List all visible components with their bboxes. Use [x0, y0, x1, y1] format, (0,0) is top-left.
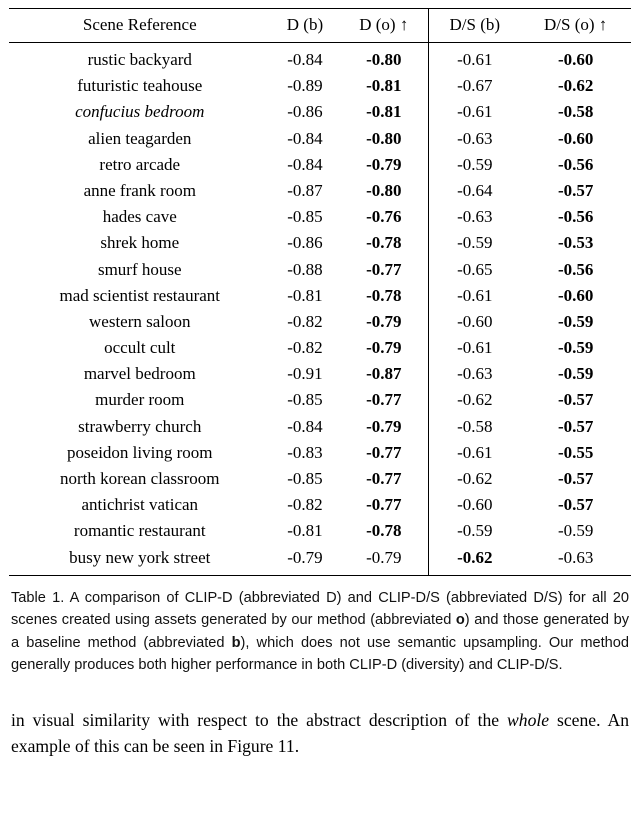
metric-value: -0.84: [287, 128, 323, 148]
metric-value: -0.61: [429, 283, 521, 309]
metric-value: -0.81: [366, 76, 402, 96]
scene-name: mad scientist restaurant: [59, 285, 221, 305]
table-row: [9, 518, 631, 544]
metric-value: -0.82: [287, 495, 323, 515]
metric-value: -0.78: [366, 521, 402, 541]
metric-value: -0.80: [366, 50, 402, 69]
metric-value: -0.57: [557, 495, 594, 515]
metric-value: -0.64: [429, 178, 521, 204]
metric-value: -0.84: [287, 154, 323, 174]
metric-value: -0.79: [366, 311, 402, 331]
table-row: [9, 99, 631, 125]
table-row: [9, 230, 631, 256]
metric-value: -0.59: [557, 311, 594, 331]
metric-value: -0.62: [557, 76, 594, 96]
metric-value: -0.61: [429, 440, 521, 466]
metric-value: -0.77: [366, 495, 402, 515]
metric-value: -0.61: [429, 99, 521, 125]
scene-name: western saloon: [89, 311, 191, 331]
metric-value: -0.57: [557, 469, 594, 488]
metric-value: -0.63: [557, 547, 594, 567]
metric-value: -0.65: [429, 256, 521, 282]
metric-value: -0.57: [557, 180, 594, 200]
metric-value: -0.81: [366, 102, 402, 122]
metric-value: -0.84: [287, 50, 323, 69]
metric-value: -0.76: [366, 207, 402, 227]
metric-value: -0.77: [366, 259, 402, 279]
scene-name: strawberry church: [78, 416, 202, 436]
table-row: [9, 544, 631, 575]
text-segment: o: [455, 612, 465, 629]
column-header: D (b): [286, 15, 324, 34]
metric-value: -0.63: [429, 204, 521, 230]
text-segment: whole: [507, 710, 550, 730]
table-row: [9, 73, 631, 99]
metric-value: -0.67: [429, 73, 521, 99]
table-row: [9, 361, 631, 387]
table-row: [9, 414, 631, 440]
table-row: [9, 492, 631, 518]
metric-value: -0.56: [557, 259, 594, 279]
metric-value: -0.61: [429, 335, 521, 361]
metric-value: -0.88: [287, 259, 323, 279]
metric-value: -0.63: [429, 361, 521, 387]
metric-value: -0.56: [557, 207, 594, 227]
metric-value: -0.79: [287, 547, 323, 567]
metric-value: -0.77: [366, 390, 402, 410]
metric-value: -0.63: [429, 125, 521, 151]
scene-name: anne frank room: [83, 180, 196, 200]
results-table: [9, 8, 631, 576]
body-paragraph: [11, 707, 629, 760]
metric-value: -0.91: [287, 364, 323, 384]
metric-value: -0.78: [366, 233, 402, 253]
metric-value: -0.59: [557, 338, 594, 358]
scene-name: north korean classroom: [59, 469, 220, 488]
metric-value: -0.60: [557, 50, 594, 69]
metric-value: -0.60: [557, 285, 594, 305]
metric-value: -0.83: [287, 442, 323, 462]
metric-value: -0.81: [287, 285, 323, 305]
metric-value: -0.82: [287, 338, 323, 358]
scene-name: retro arcade: [99, 154, 181, 174]
text-segment: ) and those generated by a baseline method (abbreviated: [11, 612, 629, 651]
scene-name: marvel bedroom: [83, 364, 196, 384]
scene-name: hades cave: [102, 207, 177, 227]
metric-value: -0.86: [287, 233, 323, 253]
column-header: D (o) ↑: [359, 15, 409, 34]
column-header: D/S (b): [429, 9, 521, 43]
text-segment: Table 1. A comparison of CLIP-D (abbreviated D) and CLIP-D/S (abbreviated D/S) for all 20 scenes created using assets generated by our method (abbreviated: [11, 589, 629, 629]
table-row: [9, 309, 631, 335]
metric-value: -0.87: [287, 180, 323, 200]
table-row: [9, 466, 631, 492]
table-caption: [11, 587, 629, 677]
metric-value: -0.60: [557, 128, 594, 148]
metric-value: -0.77: [366, 442, 402, 462]
metric-value: -0.85: [287, 469, 323, 488]
metric-value: -0.77: [366, 469, 402, 488]
metric-value: -0.59: [557, 364, 594, 384]
metric-value: -0.82: [287, 311, 323, 331]
scene-name: busy new york street: [69, 547, 211, 567]
scene-name: murder room: [95, 390, 185, 410]
metric-value: -0.81: [287, 521, 323, 541]
scene-name: occult cult: [104, 338, 176, 358]
scene-name: romantic restaurant: [73, 521, 206, 541]
table-header: [9, 9, 631, 43]
scene-name: antichrist vatican: [81, 495, 199, 515]
metric-value: -0.79: [366, 154, 402, 174]
scene-name: smurf house: [97, 259, 182, 279]
metric-value: -0.57: [557, 416, 594, 436]
scene-name: poseidon living room: [67, 442, 213, 462]
metric-value: -0.60: [429, 309, 521, 335]
metric-value: -0.59: [429, 518, 521, 544]
table-row: [9, 256, 631, 282]
metric-value: -0.85: [287, 207, 323, 227]
table-row: [9, 335, 631, 361]
table-row: [9, 204, 631, 230]
metric-value: -0.59: [557, 521, 594, 541]
metric-value: -0.61: [429, 43, 521, 74]
scene-name: alien teagarden: [88, 128, 192, 148]
text-segment: b: [231, 634, 241, 651]
metric-value: -0.57: [557, 390, 594, 410]
table-row: [9, 43, 631, 74]
metric-value: -0.59: [429, 152, 521, 178]
metric-value: -0.78: [366, 285, 402, 305]
table-row: [9, 178, 631, 204]
scene-name: futuristic teahouse: [77, 76, 203, 96]
metric-value: -0.79: [366, 338, 402, 358]
text-segment: scene. An example of this can be seen in Figure 11.: [11, 710, 629, 757]
metric-value: -0.79: [366, 547, 402, 567]
metric-value: -0.62: [429, 387, 521, 413]
table-row: [9, 283, 631, 309]
scene-name: shrek home: [100, 233, 180, 253]
table-body: [9, 43, 631, 576]
metric-value: -0.58: [557, 102, 594, 122]
metric-value: -0.84: [287, 416, 323, 436]
table-head-row: [9, 9, 631, 43]
metric-value: -0.53: [557, 233, 594, 253]
text-segment: ), which does not use semantic upsampling. Our method generally produces both higher performance in both CLIP-D (diversity) and CLIP-D/S.: [11, 634, 629, 674]
metric-value: -0.56: [557, 154, 594, 174]
metric-value: -0.86: [287, 102, 323, 122]
scene-name: rustic backyard: [87, 50, 192, 69]
table-row: [9, 125, 631, 151]
metric-value: -0.58: [429, 414, 521, 440]
metric-value: -0.80: [366, 180, 402, 200]
metric-value: -0.55: [557, 442, 594, 462]
text-segment: in visual similarity with respect to the abstract description of the: [11, 710, 508, 730]
scene-name: confucius bedroom: [75, 102, 205, 122]
column-header: D/S (o) ↑: [544, 15, 608, 34]
metric-value: -0.62: [429, 466, 521, 492]
metric-value: -0.89: [287, 76, 323, 96]
table-row: [9, 387, 631, 413]
metric-value: -0.79: [366, 416, 402, 436]
metric-value: -0.60: [429, 492, 521, 518]
metric-value: -0.59: [429, 230, 521, 256]
metric-value: -0.87: [366, 364, 402, 384]
metric-value: -0.85: [287, 390, 323, 410]
metric-value: -0.80: [366, 128, 402, 148]
table-row: [9, 440, 631, 466]
metric-value: -0.62: [429, 544, 521, 575]
column-header: Scene Reference: [82, 15, 197, 34]
table-row: [9, 152, 631, 178]
